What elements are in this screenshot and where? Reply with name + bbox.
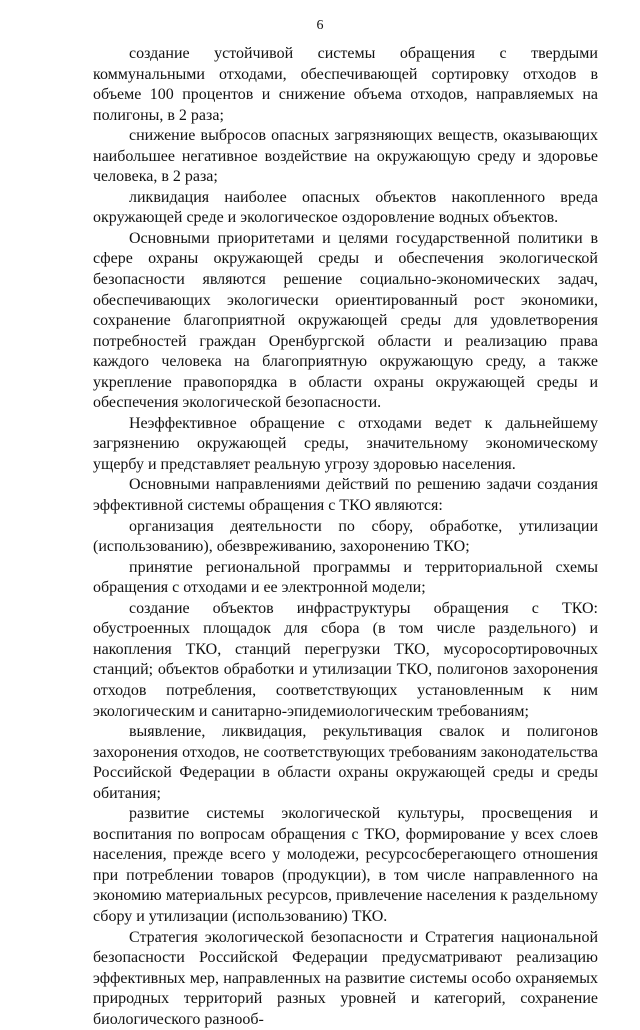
paragraph-regional-program: принятие региональной программы и территориальной схемы обращения с отходами и ее электронной модели; (93, 558, 598, 597)
document-body (93, 44, 598, 1030)
paragraph-main-directions: Основными направлениями действий по решению задачи создания эффективной системы обращения с ТКО являются: (93, 476, 598, 515)
paragraph-accumulated-harm: ликвидация наиболее опасных объектов накопленного вреда окружающей среде и экологическое оздоровление водных объектов. (93, 188, 598, 227)
paragraph-waste-system: создание устойчивой системы обращения с твердыми коммунальными отходами, обеспечивающей сортировку отходов в объеме 100 процентов и снижение объема отходов, направляемых на полигоны, в 2 раза; (93, 45, 598, 124)
paragraph-emissions: снижение выбросов опасных загрязняющих веществ, оказывающих наибольшее негативное воздействие на окружающую среду и здоровье человека, в 2 раза; (93, 127, 598, 186)
paragraph-ecological-culture: развитие системы экологической культуры, просвещения и воспитания по вопросам обращения с ТКО, формирование у всех слоев населения, прежде всего у молодежи, ресурсосберегающего отношения при потреблении товаров (продукции), в том числе направленного на экономию материальных ресурсов, привлечение населения к раздельному сбору и утилизации (использованию) ТКО. (93, 805, 598, 925)
paragraph-infrastructure: создание объектов инфраструктуры обращения с ТКО: обустроенных площадок для сбора (в том числе раздельного) и накопления ТКО, станций перегрузки ТКО, мусоросортировочных станций; объектов обработки и утилизации ТКО, полигонов захоронения отходов потребления, соответствующих установленным к ним экологическим и санитарно-эпидемиологическим требованиям; (93, 599, 598, 720)
paragraph-inefficient-handling: Неэффективное обращение с отходами ведет к дальнейшему загрязнению окружающей среды, значительному экономическому ущербу и представляет реальную угрозу здоровью населения. (93, 414, 598, 473)
paragraph-policy-priorities: Основными приоритетами и целями государственной политики в сфере охраны окружающей среды и обеспечения экологической безопасности являются решение социально-экономических задач, обеспечивающих экологически ориентированный рост экономики, сохранение благоприятной окружающей среды для удовлетворения потребностей граждан Оренбургской области и реализацию права каждого человека на благоприятную окружающую среду, а также укрепление правопорядка в области охраны окружающей среды и обеспечения экологической безопасности. (93, 229, 598, 412)
paragraph-landfill-remediation: выявление, ликвидация, рекультивация свалок и полигонов захоронения отходов, не соответствующих требованиям законодательства Российской Федерации в области охраны окружающей среды и среды обитания; (93, 723, 598, 802)
page-number: 6 (316, 18, 324, 33)
paragraph-strategy: Стратегия экологической безопасности и Стратегия национальной безопасности Российской Федерации предусматривают реализацию эффективных мер, направленных на развитие системы особо охраняемых природных территорий разных уровней и категорий, сохранение биологического разнооб- (93, 928, 598, 1028)
paragraph-organization: организация деятельности по сбору, обработке, утилизации (использованию), обезвреживанию, захоронению ТКО; (93, 517, 598, 556)
